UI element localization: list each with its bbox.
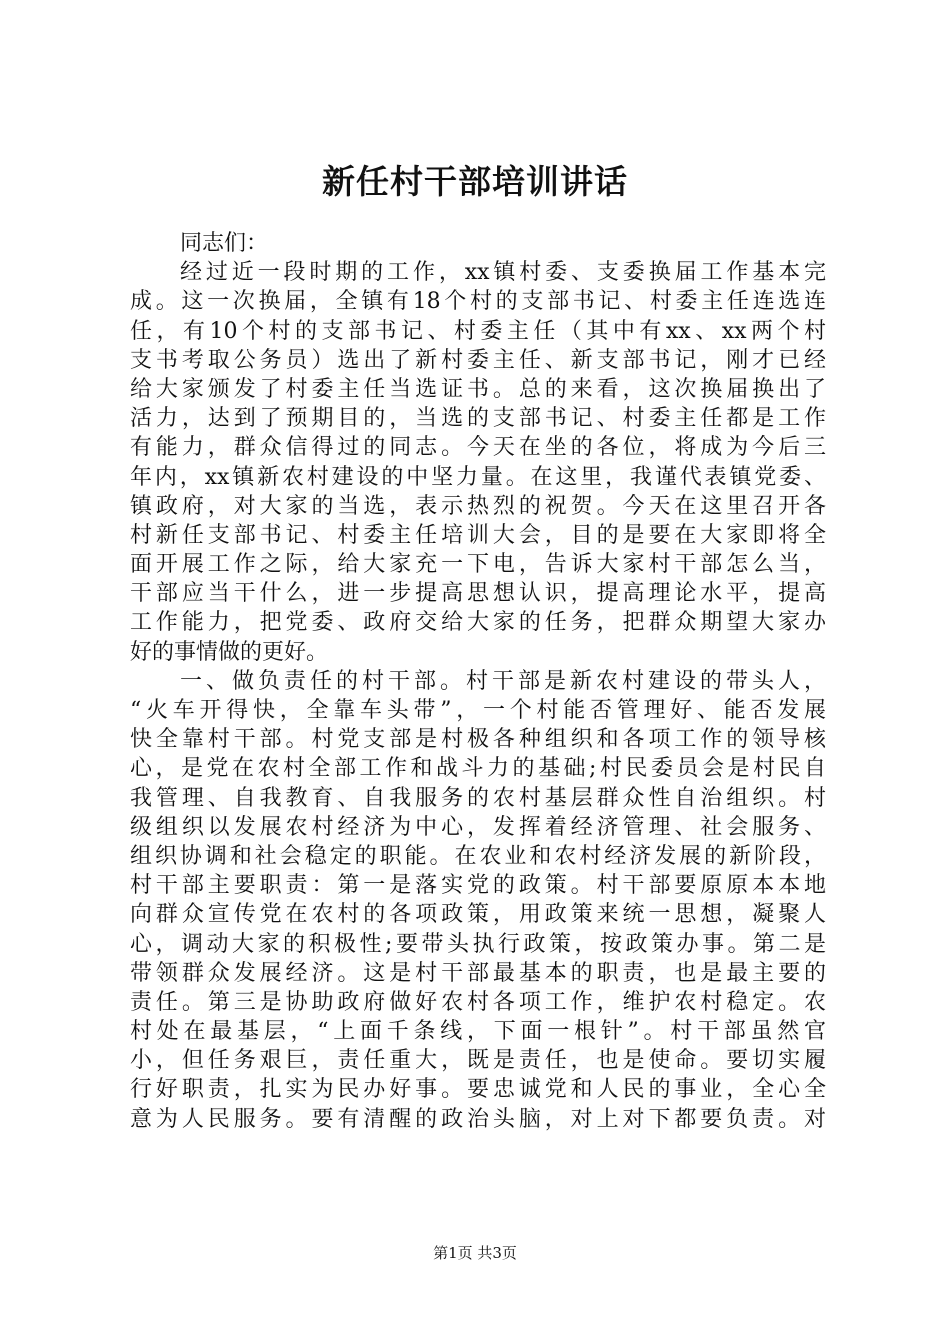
paragraph-2-line-15: 行好职责，扎实为民办好事。要忠诚党和人民的事业，全心全	[130, 1077, 826, 1103]
paragraph-1-line-7: 有能力，群众信得过的同志。今天在坐的各位，将成为今后三	[130, 435, 826, 461]
paragraph-2-line-13: 村处在最基层，“上面千条线，下面一根针”。村干部虽然官	[130, 1019, 826, 1045]
paragraph-1-line-13: 工作能力，把党委、政府交给大家的任务，把群众期望大家办	[130, 610, 826, 636]
paragraph-1-line-14: 好的事情做的更好。	[130, 639, 329, 665]
paragraph-2-line-3: 快全靠村干部。村党支部是村极各种组织和各项工作的领导核	[130, 727, 826, 753]
paragraph-2-line-10: 心，调动大家的积极性;要带头执行政策，按政策办事。第二是	[130, 931, 826, 957]
paragraph-2-line-2: “火车开得快，全靠车头带”，一个村能否管理好、能否发展	[130, 698, 826, 723]
paragraph-1-line-5: 给大家颁发了村委主任当选证书。总的来看，这次换届换出了	[130, 376, 826, 402]
paragraph-2-line-7: 组织协调和社会稳定的职能。在农业和农村经济发展的新阶段，	[130, 843, 826, 869]
paragraph-2-line-12: 责任。第三是协助政府做好农村各项工作，维护农村稳定。农	[130, 989, 826, 1015]
paragraph-1-line-6: 活力，达到了预期目的，当选的支部书记、村委主任都是工作	[130, 406, 826, 432]
paragraph-2-line-9: 向群众宣传党在农村的各项政策，用政策来统一思想，凝聚人	[130, 902, 826, 928]
paragraph-1-line-11: 面开展工作之际，给大家充一下电，告诉大家村干部怎么当，	[130, 552, 826, 578]
paragraph-1-line-2: 成。这一次换届，全镇有18个村的支部书记、村委主任连选连	[130, 289, 826, 315]
paragraph-2-line-6: 级组织以发展农村经济为中心，发挥着经济管理、社会服务、	[130, 814, 826, 840]
paragraph-2-line-1: 一、做负责任的村干部。村干部是新农村建设的带头人，	[180, 668, 826, 694]
paragraph-1-line-12: 干部应当干什么，进一步提高思想认识，提高理论水平，提高	[130, 581, 826, 607]
page-footer: 第1页 共3页	[433, 1244, 517, 1262]
document-body	[130, 229, 826, 1134]
paragraph-1-line-1: 经过近一段时期的工作，xx镇村委、支委换届工作基本完	[180, 260, 826, 286]
paragraph-2-line-11: 带领群众发展经济。这是村干部最基本的职责，也是最主要的	[130, 960, 826, 986]
document-title: 新任村干部培训讲话	[322, 162, 628, 201]
paragraph-1-line-4: 支书考取公务员）选出了新村委主任、新支部书记，刚才已经	[130, 347, 826, 373]
paragraph-1-line-3: 任，有10个村的支部书记、村委主任（其中有xx、xx两个村	[130, 318, 826, 344]
paragraph-2-line-16: 意为人民服务。要有清醒的政治头脑，对上对下都要负责。对	[130, 1106, 826, 1132]
paragraph-2-line-4: 心，是党在农村全部工作和战斗力的基础;村民委员会是村民自	[130, 756, 826, 782]
paragraph-2-line-14: 小，但任务艰巨，责任重大，既是责任，也是使命。要切实履	[130, 1048, 826, 1074]
salutation-line: 同志们：	[180, 231, 269, 256]
paragraph-1-line-10: 村新任支部书记、村委主任培训大会，目的是要在大家即将全	[130, 522, 826, 548]
paragraph-2-line-5: 我管理、自我教育、自我服务的农村基层群众性自治组织。村	[130, 785, 826, 811]
paragraph-1-line-8: 年内，xx镇新农村建设的中坚力量。在这里，我谨代表镇党委、	[130, 464, 826, 490]
paragraph-1-line-9: 镇政府，对大家的当选，表示热烈的祝贺。今天在这里召开各	[130, 493, 826, 519]
paragraph-2-line-8: 村干部主要职责：第一是落实党的政策。村干部要原原本本地	[130, 873, 826, 899]
